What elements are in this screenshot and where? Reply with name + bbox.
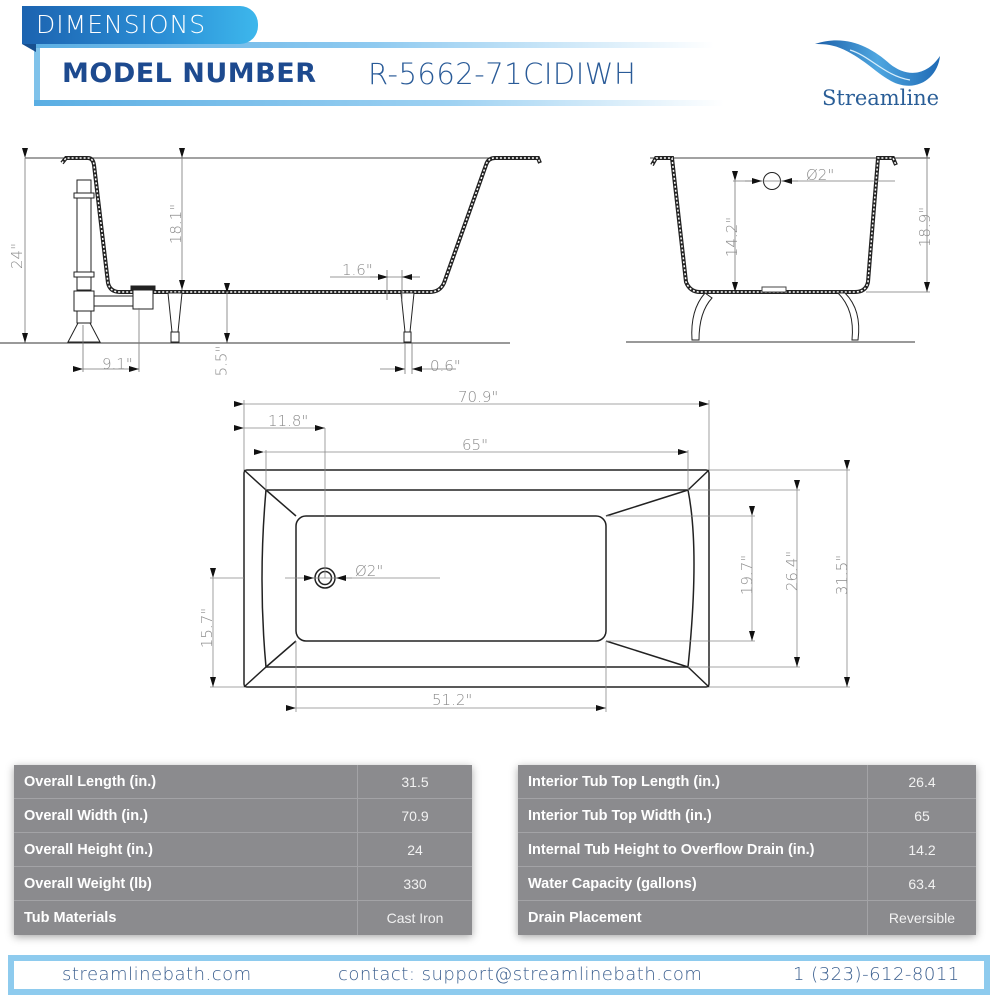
side-view: [0, 158, 540, 343]
spec-value: 24: [407, 842, 423, 858]
spec-label: Tub Materials: [14, 901, 358, 935]
dim-overall-height: 24": [8, 243, 26, 269]
dim-bottom-length: 51.2": [432, 691, 473, 709]
model-number-value: R-5662-71CIDIWH: [368, 57, 637, 91]
spec-label: Drain Placement: [518, 901, 868, 935]
spec-label: Overall Width (in.): [14, 799, 358, 832]
spec-value: 63.4: [908, 876, 936, 892]
dim-clearance: 5.5": [212, 345, 231, 377]
brand-name: Streamline: [822, 86, 940, 110]
end-view: [626, 158, 930, 342]
top-view: [244, 470, 709, 687]
dim-foot-spacing: 1.6": [342, 261, 373, 279]
footer-phone[interactable]: 1 (323)-612-8011: [793, 964, 960, 985]
table-row: [14, 867, 472, 901]
dim-drain-offset: 9.1": [102, 355, 133, 373]
spec-label: Interior Tub Top Length (in.): [518, 765, 868, 798]
section-tab-dimensions: DIMENSIONS: [22, 6, 258, 44]
dim-interior-top-width: 26.4": [783, 550, 802, 592]
spec-label: Overall Height (in.): [14, 833, 358, 866]
table-row: [518, 867, 976, 901]
spec-label: Water Capacity (gallons): [518, 867, 868, 900]
spec-label: Overall Length (in.): [14, 765, 358, 798]
footer-website-link[interactable]: streamlinebath.com: [62, 964, 252, 985]
spec-label: Overall Weight (lb): [14, 867, 358, 900]
spec-label: Interior Tub Top Width (in.): [518, 799, 868, 832]
table-row: [518, 765, 976, 799]
table-row: [14, 833, 472, 867]
dim-drain-from-side: 15.7": [198, 607, 217, 649]
table-row: [518, 833, 976, 867]
table-row: [518, 901, 976, 935]
spec-value: 31.5: [401, 774, 429, 790]
dim-drain-from-end: 11.8": [268, 412, 309, 430]
spec-value: 65: [914, 808, 930, 824]
spec-label: Internal Tub Height to Overflow Drain (in.): [518, 833, 868, 866]
dim-overall-width: 31.5": [833, 554, 852, 596]
dim-interior-depth: 18.1": [167, 203, 186, 245]
spec-value: 330: [403, 876, 427, 892]
table-row: [14, 765, 472, 799]
dim-interior-height: 18.9": [916, 206, 935, 248]
dim-interior-top-length: 65": [462, 436, 488, 454]
dim-bottom-width: 19.7": [738, 554, 757, 596]
table-row: [14, 901, 472, 935]
dim-drain-diameter: Ø2": [355, 562, 384, 580]
spec-value: 14.2: [908, 842, 936, 858]
model-number-label: MODEL NUMBER: [62, 58, 317, 89]
dim-foot-width: 0.6": [430, 357, 461, 375]
dim-overflow-diameter: Ø2": [806, 166, 835, 184]
footer-contact-email[interactable]: contact: support@streamlinebath.com: [338, 964, 703, 985]
spec-value: Cast Iron: [386, 910, 444, 926]
spec-value: Reversible: [888, 910, 956, 926]
table-row: [14, 799, 472, 833]
tab-fold: [22, 44, 36, 52]
spec-value: 26.4: [908, 774, 936, 790]
dim-overflow-height: 14.2": [723, 216, 742, 258]
dim-overall-length: 70.9": [458, 388, 499, 406]
table-row: [518, 799, 976, 833]
header-frame-bottom-bar: [34, 100, 724, 106]
spec-table-overall: [14, 765, 472, 935]
spec-value: 70.9: [401, 808, 429, 824]
spec-table-interior: [518, 765, 976, 935]
